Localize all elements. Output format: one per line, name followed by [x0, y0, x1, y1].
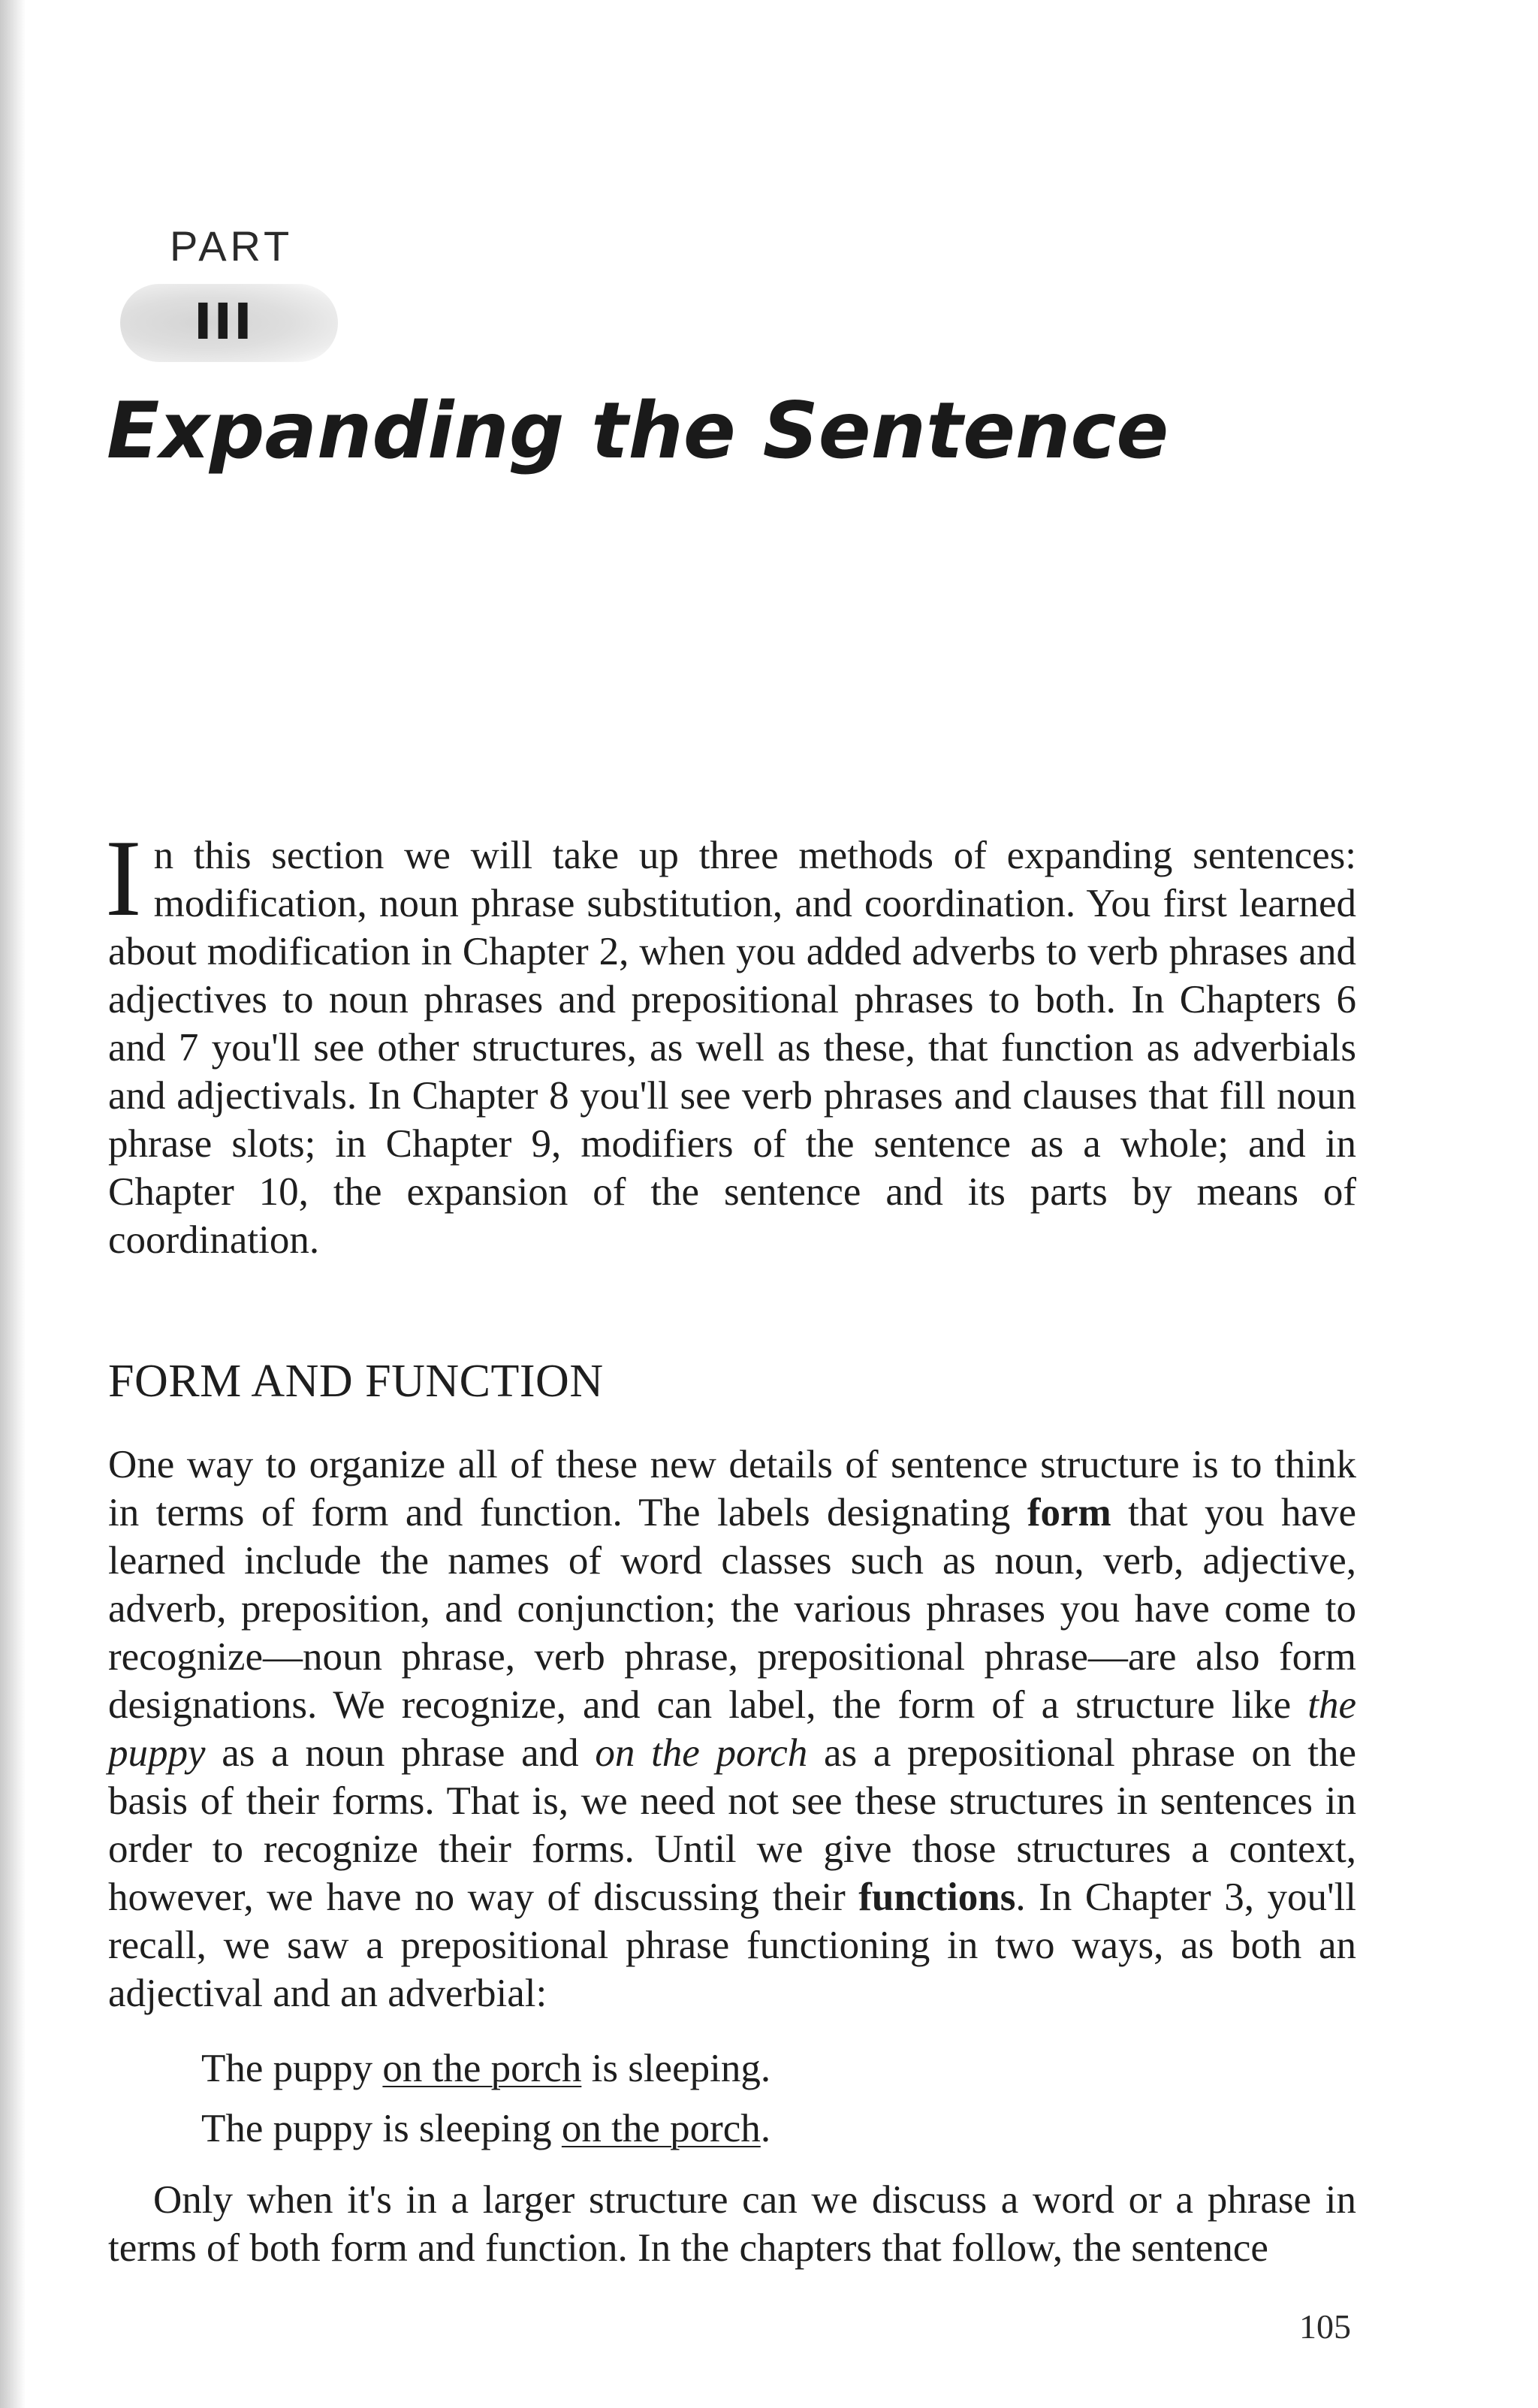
- intro-paragraph: [105, 817, 1356, 1264]
- section-heading: FORM AND FUNCTION: [108, 1356, 604, 1407]
- example-text: is sleeping.: [581, 2047, 771, 2090]
- part-numeral: III: [194, 293, 254, 351]
- form-function-paragraph: [108, 1441, 1356, 2017]
- part-title: Expanding the Sentence: [107, 386, 1169, 476]
- paragraph-text: as a noun phrase and: [205, 1731, 596, 1775]
- example-phrase-puppy: the puppy: [108, 1683, 1356, 1775]
- example-phrase-porch: on the porch: [595, 1731, 808, 1775]
- page-number: 105: [1299, 2307, 1351, 2346]
- example-sentence-adverbial: [201, 2105, 771, 2153]
- underlined-phrase: on the porch: [382, 2047, 582, 2090]
- example-text: The puppy: [201, 2047, 383, 2090]
- example-text: The puppy is sleeping: [201, 2107, 562, 2150]
- term-functions: functions: [858, 1875, 1016, 1919]
- example-sentence-adjectival: [201, 2044, 771, 2093]
- paragraph-text: as a prepositional phrase on the basis of their forms. That is, we need not see these structures in sentences in order to recognize their forms. Until we give those structures a context, however, we have no way of discussing their: [108, 1731, 1357, 1919]
- page-edge-shadow: [0, 0, 26, 2408]
- part-label: PART: [170, 222, 294, 270]
- closing-paragraph: Only when it's in a larger structure can we discuss a word or a phrase in terms of both form and function. In the chapters that follow, the sentence: [108, 2178, 1356, 2270]
- term-form: form: [1027, 1491, 1111, 1534]
- intro-text: n this section we will take up three methods of expanding sentences: modification, noun phrase substitution, and coordination. You first learned about modification in Chapter 2, when you added adverbs to verb phrases and adjectives to noun phrases and prepositional phrases to both. In Chapters 6 and 7 you'll see other structures, as well as these, that function as adverbials and adjectivals. In Chapter 8 you'll see verb phrases and clauses that fill noun phrase slots; in Chapter 9, modifiers of the sentence as a whole; and in Chapter 10, the expansion of the sentence and its parts by means of coordination.: [108, 834, 1356, 1262]
- example-text: .: [760, 2107, 771, 2150]
- paragraph-text: One way to organize all of these new details of sentence structure is to think in terms of form and function. The labels designating: [108, 1443, 1356, 1534]
- underlined-phrase: on the porch: [561, 2107, 761, 2150]
- drop-cap: I: [105, 817, 142, 939]
- paragraph-text: . In Chapter 3, you'll recall, we saw a prepositional phrase functioning in two ways, as both an adjectival and an adverbial:: [108, 1875, 1356, 2015]
- paragraph-text: that you have learned include the names of word classes such as noun, verb, adjective, adverb, preposition, and conjunction; the various phrases you have come to recognize—noun phrase, verb phrase, prepositional phrase—are also form designations. We recognize, and can label, the form of a structure like: [108, 1491, 1356, 1727]
